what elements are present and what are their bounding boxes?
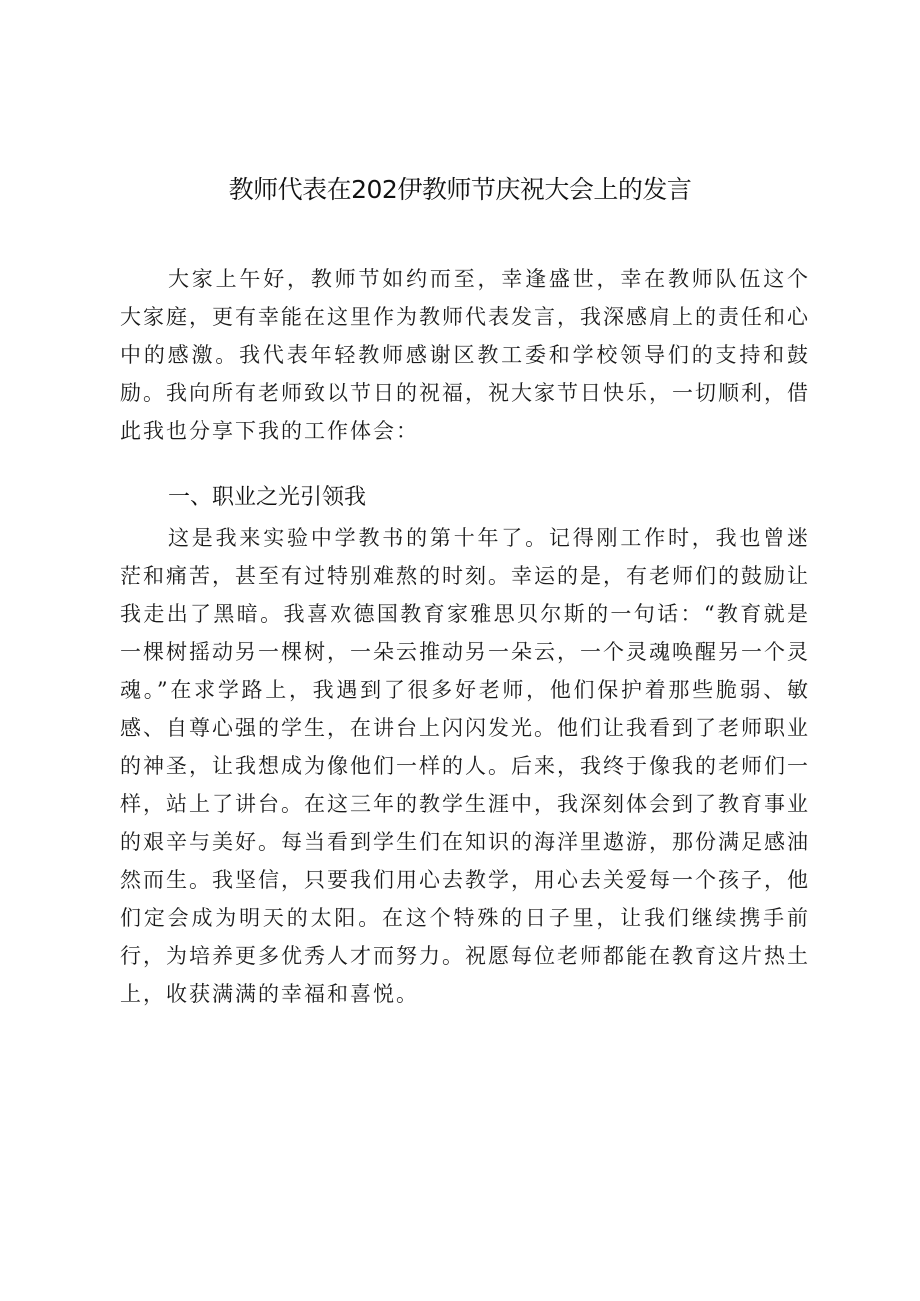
- intro-paragraph: 大家上午好，教师节如约而至，幸逢盛世，幸在教师队伍这个大家庭，更有幸能在这里作为教师代表发言，我深感肩上的责任和心中的感激。我代表年轻教师感谢区教工委和学校领导们的支持和鼓励。我向所有老师致以节日的祝福，祝大家节日快乐，一切顺利，借此我也分享下我的工作体会：: [120, 267, 810, 443]
- document-title: 教师代表在202伊教师节庆祝大会上的发言: [228, 175, 692, 204]
- section-heading: 一、职业之光引领我: [168, 485, 367, 510]
- section-paragraph: 这是我来实验中学教书的第十年了。记得刚工作时，我也曾迷茫和痛苦，甚至有过特别难熬的时刻。幸运的是，有老师们的鼓励让我走出了黑暗。我喜欢德国教育家雅思贝尔斯的一句话：“教育就是一棵树摇动另一棵树，一朵云推动另一朵云，一个灵魂唤醒另一个灵魂。”在求学路上，我遇到了很多好老师，他们保护着那些脆弱、敏感、自尊心强的学生，在讲台上闪闪发光。他们让我看到了老师职业的神圣，让我想成为像他们一样的人。后来，我终于像我的老师们一样，站上了讲台。在这三年的教学生涯中，我深刻体会到了教育事业的艰辛与美好。每当看到学生们在知识的海洋里遨游，那份满足感油然而生。我坚信，只要我们用心去教学，用心去关爱每一个孩子，他们定会成为明天的太阳。在这个特殊的日子里，让我们继续携手前行，为培养更多优秀人才而努力。祝愿每位老师都能在教育这片热土上，收获满满的幸福和喜悦。: [120, 526, 810, 1006]
